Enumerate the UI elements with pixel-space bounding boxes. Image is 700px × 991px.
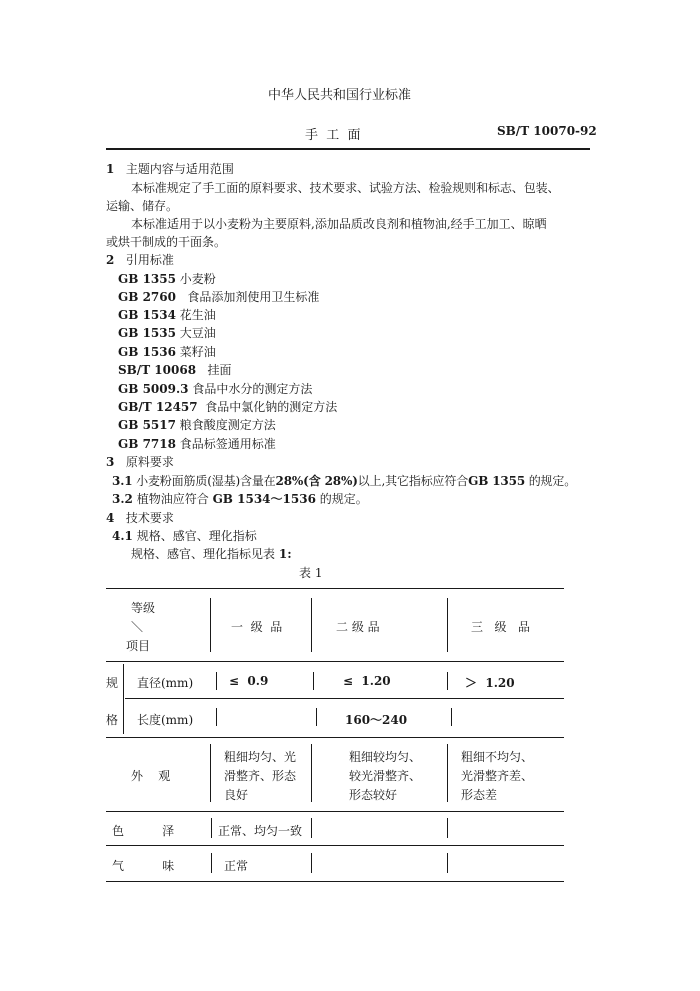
cell-value: 滑整齐、形态	[224, 769, 297, 783]
section-1-para-2-line-2: 或烘干制成的干面条。	[106, 235, 227, 249]
spec-group-label: 规	[106, 676, 119, 690]
section-1-para-1-line-1: 本标准规定了手工面的原料要求、技术要求、试验方法、检验规则和标志、包装、	[131, 181, 560, 195]
cell-value: ＞ 1.20	[465, 676, 515, 690]
reference-item: GB 1534 花生油	[118, 308, 216, 322]
section-1-para-1-line-2: 运输、储存。	[106, 199, 179, 213]
cell-value: 光滑整齐差、	[461, 769, 534, 783]
clause-3-2: 3.2 植物油应符合 GB 1534～1536 的规定。	[112, 492, 368, 506]
cell-value: 160～240	[345, 713, 408, 727]
reference-item: GB 1535 大豆油	[118, 326, 216, 340]
section-2-heading: 2 引用标准	[106, 253, 174, 267]
reference-item: GB 2760 食品添加剂使用卫生标准	[118, 290, 320, 304]
reference-item: SB/T 10068 挂面	[118, 363, 232, 377]
cell-value: 较光滑整齐、	[349, 769, 422, 783]
corner-diagonal: ＼	[131, 620, 144, 634]
header-rule	[106, 148, 590, 150]
table-caption: 表 1	[299, 566, 323, 580]
cell-value: 形态差	[461, 788, 498, 802]
reference-item: GB 5009.3 食品中水分的测定方法	[118, 382, 313, 396]
clause-4-1-text: 规格、感官、理化指标见表 1:	[131, 547, 292, 561]
grade-3-header: 三 级 品	[471, 620, 530, 634]
cell-value: 粗细均匀、光	[224, 750, 297, 764]
clause-4-1-title: 4.1 规格、感官、理化指标	[112, 529, 257, 543]
section-1-para-2-line-1: 本标准适用于以小麦粉为主要原料,添加品质改良剂和植物油,经手工加工、晾晒	[131, 217, 547, 231]
row-label: 外 观	[131, 769, 171, 783]
row-label: 长度(mm)	[137, 713, 194, 727]
cell-value: ≤ 0.9	[229, 674, 269, 688]
reference-item: GB 1355 小麦粉	[118, 272, 216, 286]
reference-item: GB 5517 粮食酸度测定方法	[118, 418, 276, 432]
grade-2-header: 二 级 品	[336, 620, 380, 634]
reference-item: GB 1536 菜籽油	[118, 345, 216, 359]
section-1-heading: 1 主题内容与适用范围	[106, 162, 234, 176]
reference-item: GB/T 12457 食品中氯化钠的测定方法	[118, 400, 338, 414]
issuing-authority: 中华人民共和国行业标准	[268, 88, 412, 103]
section-4-heading: 4 技术要求	[106, 511, 174, 525]
standard-code: SB/T 10070-92	[497, 124, 597, 138]
section-3-heading: 3 原料要求	[106, 455, 174, 469]
reference-item: GB 7718 食品标签通用标准	[118, 437, 276, 451]
cell-value: 正常、均匀一致	[218, 824, 303, 838]
row-label: 色 泽	[112, 824, 175, 838]
row-label: 直径(mm)	[137, 676, 194, 690]
document-title: 手 工 面	[305, 128, 361, 143]
row-label: 气 味	[112, 859, 175, 873]
cell-value: 粗细不均匀、	[461, 750, 534, 764]
cell-value: 良好	[224, 788, 249, 802]
clause-3-1: 3.1 小麦粉面筋质(湿基)含量在28%(含 28%)以上,其它指标应符合GB 1355 的规定。	[112, 474, 577, 488]
corner-item-label: 项目	[126, 639, 151, 653]
corner-grade-label: 等级	[131, 601, 156, 615]
grade-1-header: 一 级 品	[231, 620, 283, 634]
spec-group-label: 格	[106, 713, 119, 727]
cell-value: 粗细较均匀、	[349, 750, 422, 764]
cell-value: 正常	[224, 859, 249, 873]
cell-value: 形态较好	[349, 788, 398, 802]
cell-value: ≤ 1.20	[343, 674, 391, 688]
